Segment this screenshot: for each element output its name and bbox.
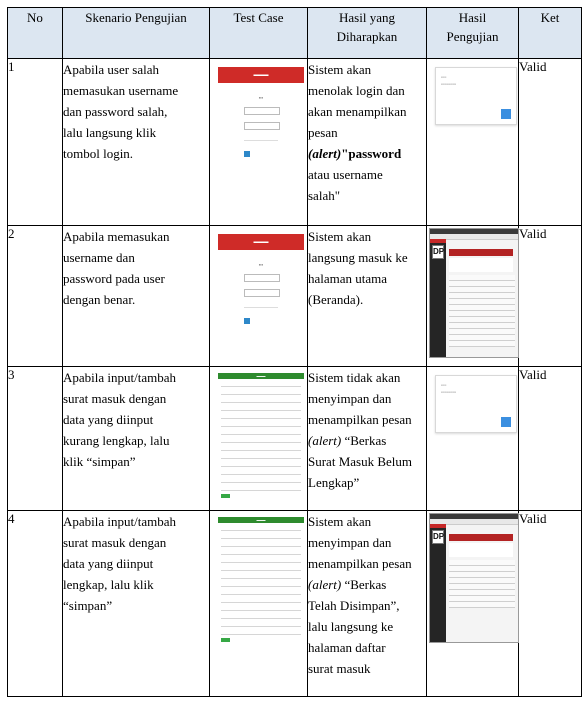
alert-ok-button <box>501 417 511 427</box>
dashboard-screenshot <box>429 228 519 358</box>
login-title-bar: ▬▬▬ <box>218 234 304 250</box>
alert-dialog-screenshot <box>435 375 517 433</box>
dashboard-table <box>449 275 515 347</box>
hasil-line: Sistem tidak akan <box>308 370 401 385</box>
table-row <box>8 511 582 697</box>
login-title-bar: ▬▬▬ <box>218 67 304 83</box>
hasil-line: halaman utama <box>308 271 388 286</box>
row-ket: Valid <box>519 367 582 511</box>
form-title-bar: ▬▬▬ <box>218 373 304 379</box>
list-table <box>449 560 515 608</box>
hasil-line: (Beranda). <box>308 292 364 307</box>
row-skenario <box>63 59 210 226</box>
username-field <box>244 107 280 115</box>
dashboard-card <box>449 543 513 557</box>
table-row <box>8 367 582 511</box>
header-hasil-pengujian-line1: Hasil <box>458 10 487 25</box>
skenario-line: kurang lengkap, lalu <box>63 433 170 448</box>
login-label: ▪▪▪ <box>258 95 264 100</box>
skenario-line: Apabila input/tambah <box>63 370 177 385</box>
login-button <box>244 151 250 157</box>
hasil-line: salah" <box>308 188 341 203</box>
header-hasil-pengujian <box>427 8 519 59</box>
skenario-line: Apabila user salah <box>63 62 160 77</box>
hasil-line: Lengkap” <box>308 475 360 490</box>
alert-dialog-screenshot <box>435 67 517 125</box>
logo-icon: DP <box>432 530 444 544</box>
row-no: 2 <box>8 226 63 367</box>
header-hasil-diharapkan <box>308 8 427 59</box>
header-hasil-diharapkan-line1: Hasil yang <box>339 10 395 25</box>
hasil-line: lalu langsung ke <box>308 619 394 634</box>
login-form-screenshot <box>218 67 304 191</box>
password-field <box>244 289 280 297</box>
skenario-line: dan password salah, <box>63 104 168 119</box>
hasil-line: Sistem akan <box>308 229 372 244</box>
alert-quote: “Berkas <box>341 433 387 448</box>
header-no: No <box>8 8 63 59</box>
alert-word: (alert) <box>308 433 342 448</box>
dashboard-sidebar <box>430 524 446 642</box>
login-label: ▪▪▪ <box>258 262 264 267</box>
alert-quote: “Berkas <box>341 577 387 592</box>
skenario-line: Apabila input/tambah <box>63 514 177 529</box>
row-ket: Valid <box>519 226 582 367</box>
alert-ok-button <box>501 109 511 119</box>
skenario-line: “simpan” <box>63 598 113 613</box>
test-case-cell <box>210 511 308 697</box>
row-skenario <box>63 367 210 511</box>
row-hasil <box>308 59 427 226</box>
test-case-cell <box>210 226 308 367</box>
result-cell <box>427 59 519 226</box>
skenario-line: memasukan username <box>63 83 179 98</box>
table-row <box>8 226 582 367</box>
row-hasil <box>308 226 427 367</box>
row-skenario <box>63 511 210 697</box>
hasil-line: atau username <box>308 167 383 182</box>
alert-title: ▪▪▪▪▪ <box>441 75 447 79</box>
hasil-line <box>308 574 426 595</box>
header-ket: Ket <box>519 8 582 59</box>
header-test-case: Test Case <box>210 8 308 59</box>
hasil-line: Sistem akan <box>308 514 372 529</box>
test-table <box>7 7 582 697</box>
alert-message: ▪▪▪▪▪▪▪▪▪▪▪▪▪▪ <box>441 390 456 394</box>
hasil-line: menyimpan dan <box>308 391 392 406</box>
alert-word: (alert) <box>308 577 342 592</box>
result-cell <box>427 367 519 511</box>
sidebar-accent <box>430 524 446 528</box>
hasil-line: Surat Masuk Belum <box>308 454 412 469</box>
remember-row <box>244 303 278 308</box>
skenario-line: surat masuk dengan <box>63 535 167 550</box>
skenario-line: surat masuk dengan <box>63 391 167 406</box>
dashboard-header-banner <box>449 249 513 256</box>
sidebar-accent <box>430 239 446 243</box>
login-form-screenshot <box>218 234 304 358</box>
hasil-line: menolak login dan <box>308 83 405 98</box>
skenario-line: Apabila memasukan <box>63 229 170 244</box>
table-row <box>8 59 582 226</box>
hasil-line <box>308 430 426 451</box>
row-hasil <box>308 367 427 511</box>
skenario-line: klik “simpan” <box>63 454 136 469</box>
alert-message: ▪▪▪▪▪▪▪▪▪▪▪▪▪▪ <box>441 82 456 86</box>
result-cell <box>427 226 519 367</box>
row-hasil <box>308 511 427 697</box>
skenario-line: username dan <box>63 250 135 265</box>
hasil-line <box>308 143 426 164</box>
password-field <box>244 122 280 130</box>
list-page-screenshot <box>429 513 519 643</box>
alert-title: ▪▪▪▪▪ <box>441 383 447 387</box>
username-field <box>244 274 280 282</box>
hasil-line: akan menampilkan <box>308 104 407 119</box>
row-skenario <box>63 226 210 367</box>
hasil-line: menampilkan pesan <box>308 412 412 427</box>
skenario-line: data yang diinput <box>63 412 154 427</box>
hasil-line: Sistem akan <box>308 62 372 77</box>
form-save-button <box>221 494 230 498</box>
result-cell <box>427 511 519 697</box>
skenario-line: password pada user <box>63 271 165 286</box>
input-form-screenshot <box>218 373 304 497</box>
header-row <box>8 8 582 59</box>
test-case-cell <box>210 59 308 226</box>
hasil-line: menyimpan dan <box>308 535 392 550</box>
test-case-cell <box>210 367 308 511</box>
row-no: 1 <box>8 59 63 226</box>
row-no: 4 <box>8 511 63 697</box>
login-button <box>244 318 250 324</box>
hasil-line: pesan <box>308 125 338 140</box>
form-title-bar: ▬▬▬ <box>218 517 304 523</box>
alert-word: (alert) <box>308 146 342 161</box>
hasil-line: halaman daftar <box>308 640 386 655</box>
hasil-line: surat masuk <box>308 661 371 676</box>
row-ket: Valid <box>519 511 582 697</box>
skenario-line: dengan benar. <box>63 292 136 307</box>
hasil-line: Telah Disimpan”, <box>308 598 400 613</box>
skenario-line: lalu langsung klik <box>63 125 157 140</box>
row-ket: Valid <box>519 59 582 226</box>
skenario-line: data yang diinput <box>63 556 154 571</box>
row-no: 3 <box>8 367 63 511</box>
form-save-button <box>221 638 230 642</box>
hasil-line: langsung masuk ke <box>308 250 408 265</box>
dashboard-sidebar <box>430 239 446 357</box>
skenario-line: tombol login. <box>63 146 134 161</box>
dashboard-header-banner <box>449 534 513 541</box>
logo-icon: DP <box>432 245 444 259</box>
hasil-line: menampilkan pesan <box>308 556 412 571</box>
header-hasil-pengujian-line2: Pengujian <box>446 29 499 44</box>
header-hasil-diharapkan-line2: Diharapkan <box>336 29 398 44</box>
dashboard-card <box>449 258 513 272</box>
header-skenario: Skenario Pengujian <box>63 8 210 59</box>
alert-quote: "password <box>341 146 402 161</box>
input-form-screenshot <box>218 517 304 641</box>
remember-row <box>244 136 278 141</box>
skenario-line: lengkap, lalu klik <box>63 577 154 592</box>
